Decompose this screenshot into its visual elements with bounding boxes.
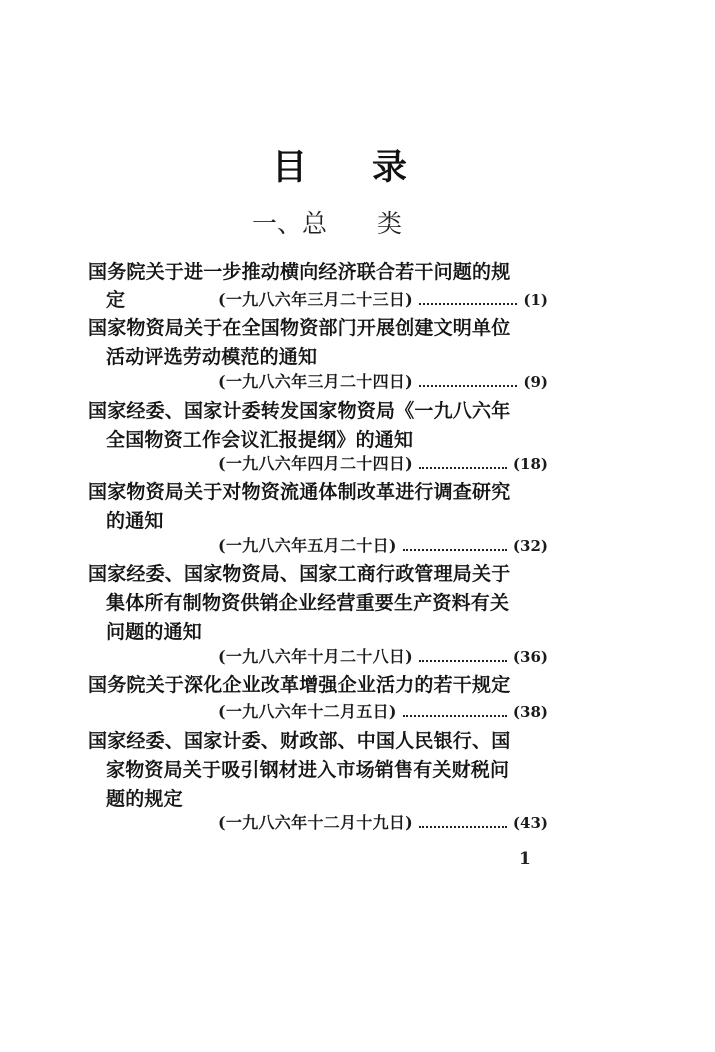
toc-entry-title[interactable]: [88, 671, 511, 700]
page-number: 1: [519, 849, 531, 869]
entry-title-line: 国家物资局关于对物资流通体制改革进行调查研究: [88, 481, 511, 503]
page-title: [272, 148, 407, 188]
leader-dots: [419, 302, 517, 305]
entry-title-line: 的通知: [106, 510, 164, 532]
title-char-2: 录: [371, 147, 407, 188]
toc-entry-title[interactable]: [88, 560, 511, 647]
entry-page-ref[interactable]: (38): [512, 703, 548, 721]
entry-page-ref[interactable]: (18): [512, 455, 548, 473]
entry-title-line: 家物资局关于吸引钢材进入市场销售有关财税问: [106, 759, 510, 781]
toc-entry-title[interactable]: [88, 314, 511, 372]
entry-date: (一九八六年五月二十日): [218, 536, 397, 555]
entry-page-ref[interactable]: (1): [523, 291, 548, 309]
entry-date: (一九八六年三月二十四日): [218, 372, 414, 391]
entry-title-line: 活动评选劳动模范的通知: [106, 346, 318, 368]
leader-dots: [419, 466, 507, 469]
toc-entry-date-row: [218, 535, 548, 557]
leader-dots: [403, 548, 507, 551]
entry-page-ref[interactable]: (9): [523, 373, 548, 391]
section-heading: [252, 208, 402, 240]
entry-page-ref[interactable]: (43): [512, 814, 548, 832]
toc-entry-date-row: [218, 371, 548, 393]
title-char-1: 目: [272, 147, 308, 188]
entry-page-ref[interactable]: (36): [512, 648, 548, 666]
toc-entry-date-row: [218, 646, 548, 668]
entry-title-line: 题的规定: [106, 788, 183, 810]
entry-date: (一九八六年四月二十四日): [218, 454, 414, 473]
leader-dots: [419, 384, 517, 387]
leader-dots: [403, 714, 507, 717]
entry-title-line: 国家物资局关于在全国物资部门开展创建文明单位: [88, 317, 511, 339]
entry-date: (一九八六年十二月五日): [218, 702, 397, 721]
entry-title-line: 国家经委、国家物资局、国家工商行政管理局关于: [88, 563, 511, 585]
section-number: 一、总: [252, 209, 328, 238]
toc-entry-date-row: [218, 453, 548, 475]
leader-dots: [419, 659, 507, 662]
entry-date: (一九八六年十月二十八日): [218, 647, 414, 666]
toc-entry-title[interactable]: [88, 258, 511, 287]
toc-entry-title[interactable]: [88, 727, 511, 814]
leader-dots: [419, 825, 507, 828]
entry-title-continuation: 定: [106, 289, 126, 311]
entry-title-line: 问题的通知: [106, 621, 203, 643]
entry-page-ref[interactable]: (32): [512, 537, 548, 555]
toc-entry-date-row: [218, 812, 548, 834]
entry-title-line: 国务院关于进一步推动横向经济联合若干问题的规: [88, 261, 511, 283]
entry-date: (一九八六年三月二十三日): [218, 290, 414, 309]
entry-date: (一九八六年十二月十九日): [218, 813, 414, 832]
toc-entry-title[interactable]: [88, 478, 511, 536]
toc-entry-title[interactable]: [88, 397, 511, 455]
toc-entry-date-row: [218, 701, 548, 723]
entry-title-line: 国务院关于深化企业改革增强企业活力的若干规定: [88, 674, 511, 696]
entry-title-line: 国家经委、国家计委、财政部、中国人民银行、国: [88, 730, 511, 752]
entry-title-line: 集体所有制物资供销企业经营重要生产资料有关: [106, 592, 510, 614]
entry-title-line: 全国物资工作会议汇报提纲》的通知: [106, 429, 414, 451]
entry-title-line: 国家经委、国家计委转发国家物资局《一九八六年: [88, 400, 511, 422]
toc-entry-date-row: [106, 289, 548, 311]
section-label: 类: [376, 209, 402, 238]
